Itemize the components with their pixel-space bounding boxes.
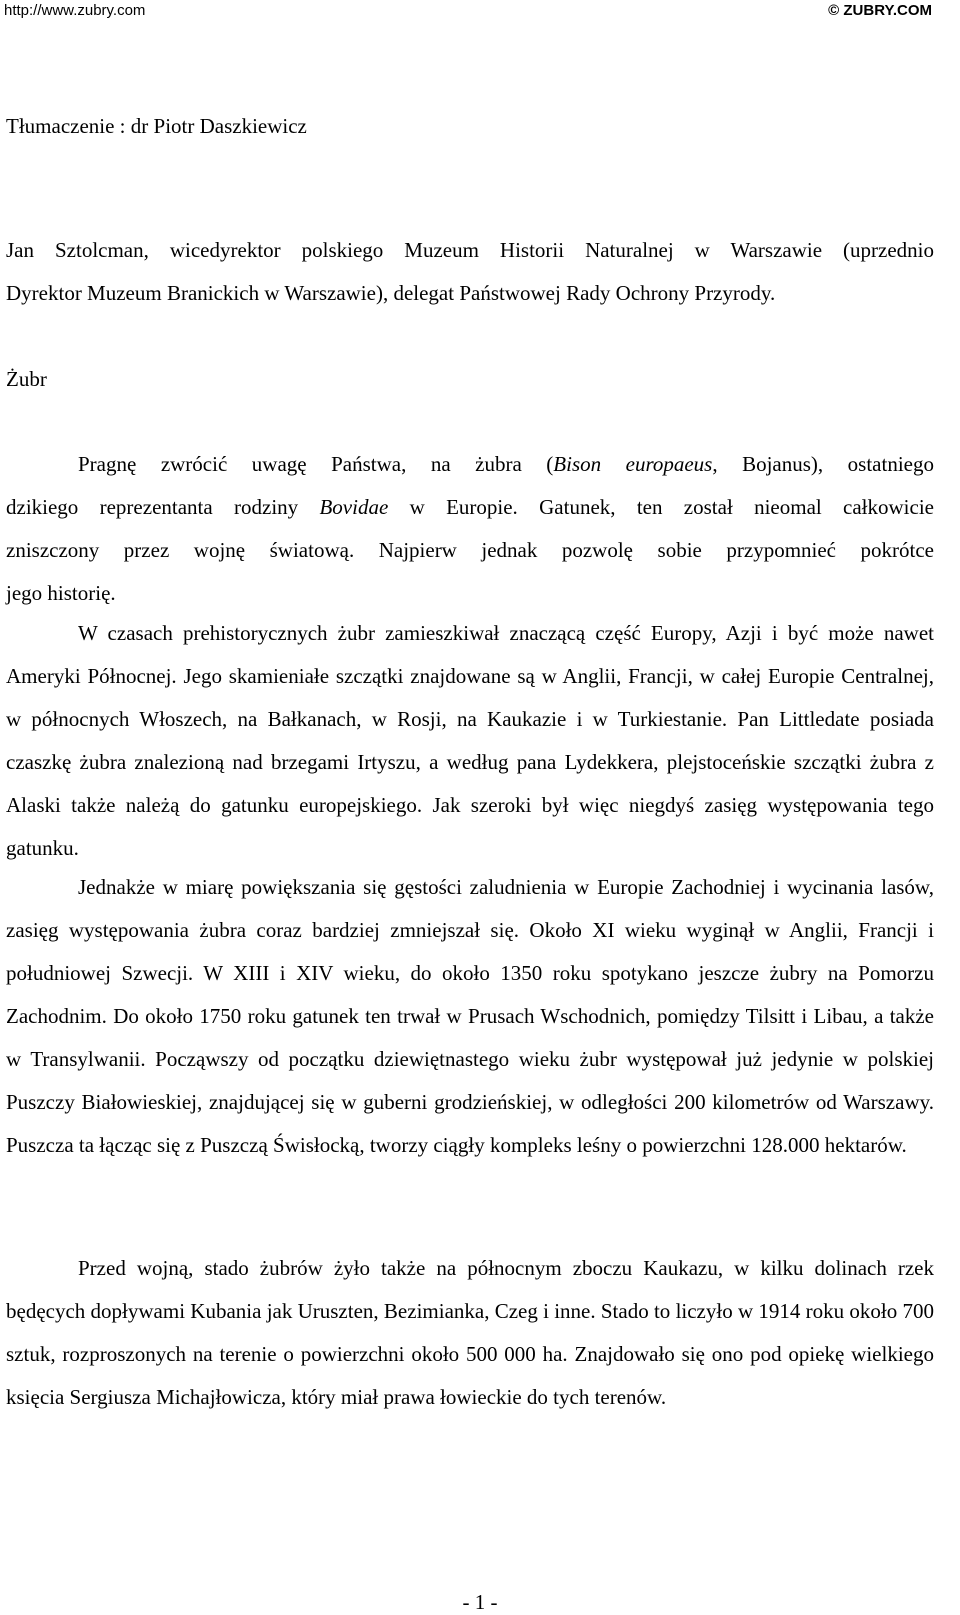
section-heading: Żubr: [6, 367, 47, 391]
page-number: - 1 -: [462, 1590, 498, 1614]
paragraph-1-line-1: Pragnę zwrócić uwagę Państwa, na żubra (Bison europaeus, Bojanus), ostatniego: [78, 452, 934, 476]
paragraph-1-line-3: zniszczony przez wojnę światową. Najpierw jednak pozwolę sobie przypomnieć pokrótce: [6, 538, 934, 562]
author-line-1: Jan Sztolcman, wicedyrektor polskiego Muzeum Historii Naturalnej w Warszawie (uprzednio: [6, 238, 934, 262]
page-header: [0, 0, 960, 22]
paragraph-1-line-4: jego historię.: [6, 581, 116, 605]
header-copyright: © ZUBRY.COM: [828, 2, 932, 19]
paragraph-2: W czasach prehistorycznych żubr zamieszkiwał znaczącą część Europy, Azji i być może nawet Ameryki Północnej. Jego skamieniałe szczątki znajdowane są w Anglii, Francji, w całej Europie Centralnej, w północnych Włoszech, na Bałkanach, w Rosji, na Kaukazie i w Turkiestanie. Pan Littledate posiada czaszkę żubra znalezioną nad brzegami Irtyszu, a według pana Lydekkera, plejstoceńskie szczątki żubra z Alaski także należą do gatunku europejskiego. Jak szeroki był więc niegdyś zasięg występowania tego gatunku.: [6, 621, 934, 860]
paragraph-3: Jednakże w miarę powiększania się gęstości zaludnienia w Europie Zachodniej i wycinania lasów, zasięg występowania żubra coraz bardziej zmniejszał się. Około XI wieku wyginął w Anglii, Francji i południowej Szwecji. W XIII i XIV wieku, do około 1350 roku spotykano jeszcze żubry na Pomorzu Zachodnim. Do około 1750 roku gatunek ten trwał w Prusach Wschodnich, pomiędzy Tilsitt i Libau, a także w Transylwanii. Począwszy od początku dziewiętnastego wieku żubr występował już jedynie w polskiej Puszczy Białowieskiej, znajdującej się w guberni grodzieńskiej, w odległości 200 kilometrów od Warszawy. Puszcza ta łącząc się z Puszczą Świsłocką, tworzy ciągły kompleks leśny o powierzchni 128.000 hektarów.: [6, 875, 934, 1157]
paragraph-4: Przed wojną, stado żubrów żyło także na północnym zboczu Kaukazu, w kilku dolinach rzek będęcych dopływami Kubania jak Uruszten, Bezimianka, Czeg i inne. Stado to liczyło w 1914 roku około 700 sztuk, rozproszonych na terenie o powierzchni około 500 000 ha. Znajdowało się ono pod opiekę wielkiego księcia Sergiusza Michajłowicza, który miał prawa łowieckie do tych terenów.: [6, 1256, 934, 1409]
translator-line: Tłumaczenie : dr Piotr Daszkiewicz: [6, 114, 307, 138]
paragraph-1-line-2: dzikiego reprezentanta rodziny Bovidae w Europie. Gatunek, ten został nieomal całkowicie: [6, 495, 934, 519]
author-line-2: Dyrektor Muzeum Branickich w Warszawie), delegat Państwowej Rady Ochrony Przyrody.: [6, 281, 776, 305]
header-url[interactable]: http://www.zubry.com: [4, 2, 146, 19]
